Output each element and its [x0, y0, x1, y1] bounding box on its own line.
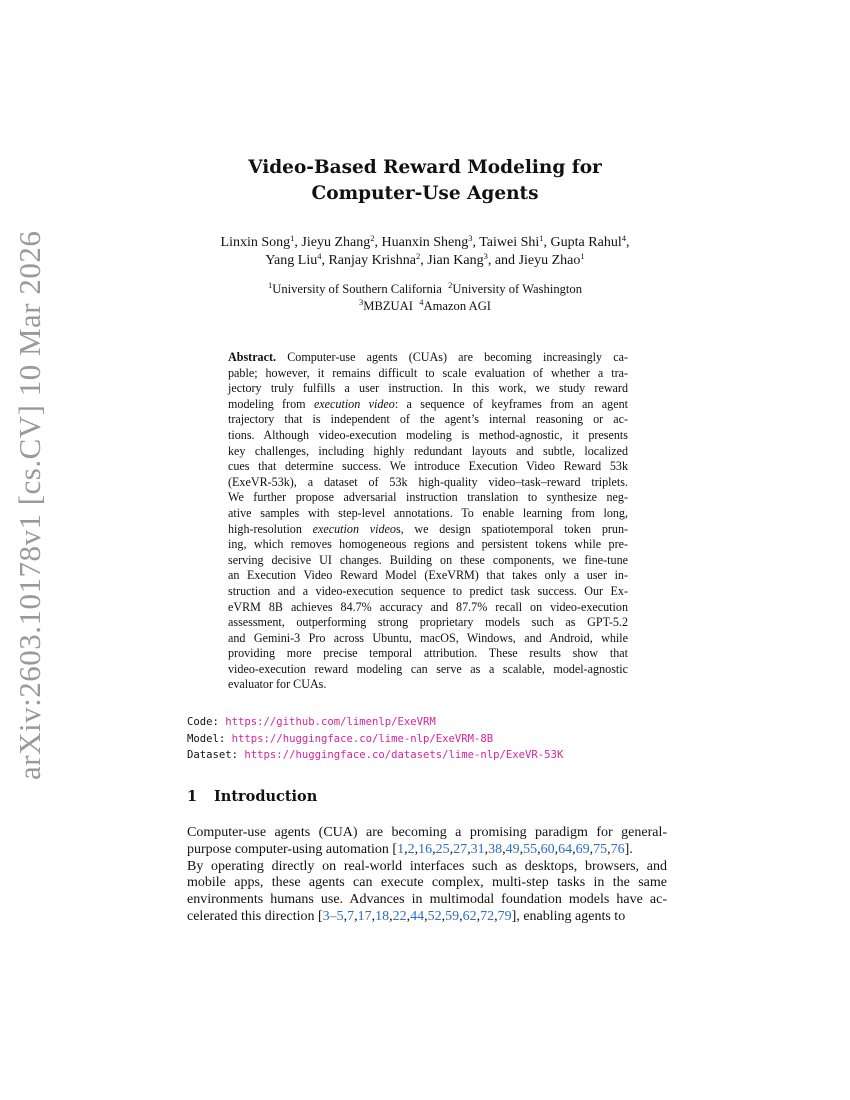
citation-link[interactable]: 18	[375, 908, 390, 924]
intro-paragraph	[187, 825, 667, 926]
author-name: Jian Kang	[427, 253, 484, 268]
arxiv-identifier: arXiv:2603.10178v1 [cs.CV] 10 Mar 2026	[12, 230, 47, 780]
resource-links	[187, 714, 563, 764]
citation-link[interactable]: 52	[427, 908, 442, 924]
affiliation-marker: 4	[621, 233, 626, 243]
citation-link[interactable]: 38	[488, 841, 503, 857]
author-name: Huanxin Sheng	[381, 235, 469, 250]
abstract-line: We further propose adversarial instruction translation to synthesize neg-	[228, 490, 628, 505]
author-name: Jieyu Zhao	[518, 253, 581, 268]
citation-link[interactable]: 64	[558, 841, 573, 857]
abstract-line: video-execution reward modeling can serve as a scalable, model-agnostic	[228, 661, 628, 676]
citation-link[interactable]: 49	[505, 841, 520, 857]
citation-link[interactable]: 55	[523, 841, 538, 857]
abstract-line: assessment, outperforming strong proprietary models such as GPT-5.2	[228, 615, 628, 630]
citation-link[interactable]: 3–5	[322, 908, 344, 924]
affiliation-marker: 1	[290, 233, 295, 243]
abstract-line: trajectory that is independent of the agent’s internal reasoning or ac-	[228, 412, 628, 427]
link-label: Code:	[187, 716, 219, 728]
citation-link[interactable]: 27	[453, 841, 468, 857]
citation-link[interactable]: 75	[593, 841, 608, 857]
citation-link[interactable]: 31	[470, 841, 485, 857]
abstract-line: key challenges, including highly redundant layouts and subtle, localized	[228, 443, 628, 458]
author-name: Yang Liu	[265, 253, 318, 268]
abstract-line: eVRM 8B achieves 84.7% accuracy and 87.7% recall on video-execution	[228, 599, 628, 614]
abstract	[228, 350, 628, 693]
link-row	[187, 747, 563, 764]
citation-link[interactable]: 1	[397, 841, 405, 857]
link-url[interactable]: https://huggingface.co/datasets/lime-nlp/ExeVR-53K	[244, 749, 564, 761]
affiliation-marker: 2	[448, 280, 453, 290]
emphasis: execution video	[313, 396, 395, 411]
abstract-line: tions. Although video-execution modeling is method-agnostic, it presents	[228, 427, 628, 442]
intro-line: celerated this direction [3–5,7,17,18,22,44,52,59,62,72,79], enabling agents to	[187, 908, 626, 924]
affiliation-name: Amazon AGI	[423, 299, 491, 313]
affiliation-marker: 3	[483, 251, 488, 261]
abstract-line: cues that determine success. We introduce Execution Video Reward 53k	[228, 459, 628, 474]
affiliation-marker: 1	[267, 280, 273, 290]
link-label: Dataset:	[187, 749, 239, 761]
section-title: Introduction	[214, 788, 318, 805]
author-list	[0, 234, 850, 270]
link-row	[187, 714, 563, 731]
citation-link[interactable]: 16	[418, 841, 433, 857]
citation-link[interactable]: 7	[347, 908, 355, 924]
author-name: Jieyu Zhang	[301, 235, 371, 250]
abstract-line: pable; however, it remains difficult to scale evaluation of whether a tra-	[228, 365, 628, 380]
intro-line: purpose computer-using automation [1,2,16,25,27,31,38,49,55,60,64,69,75,76].	[187, 841, 633, 857]
citation-link[interactable]: 17	[357, 908, 372, 924]
link-row	[187, 731, 563, 748]
paper-title	[0, 155, 850, 207]
citation-link[interactable]: 69	[575, 841, 590, 857]
citation-link[interactable]: 60	[540, 841, 555, 857]
affiliation-marker: 3	[359, 297, 364, 307]
citation-link[interactable]: 59	[445, 908, 460, 924]
abstract-line: struction and a video-execution sequence to predict task success. Our Ex-	[228, 583, 628, 598]
link-label: Model:	[187, 732, 226, 745]
intro-line: By operating directly on real-world interfaces such as desktops, browsers, and	[187, 858, 667, 874]
abstract-line: (ExeVR-53k), a dataset of 53k high-quality video–task–reward triplets.	[228, 474, 628, 489]
affiliation-line-1	[0, 281, 850, 298]
citation-link[interactable]: 72	[480, 908, 495, 924]
abstract-label: Abstract.	[228, 350, 277, 364]
abstract-text: Computer-use agents (CUAs) are becoming increasingly ca-	[287, 350, 628, 364]
author-name: Gupta Rahul	[550, 235, 622, 250]
author-line-1: Linxin Song$^1$, Jieyu Zhang$^2$, Huanxin Sheng$^3$, Taiwei Shi$^1$, Gupta Rahul$^4$,	[220, 233, 630, 250]
intro-line: Computer-use agents (CUA) are becoming a promising paradigm for general-	[187, 825, 667, 840]
affiliation-marker: 2	[370, 233, 375, 243]
citation-group: 3–5,7,17,18,22,44,52,59,62,72,79	[322, 908, 512, 924]
abstract-line: modeling from execution video: a sequence of keyframes from an agent	[228, 396, 628, 411]
abstract-line: ative samples with step-level annotations. To enable learning from long,	[228, 505, 628, 520]
author-name: Taiwei Shi	[479, 235, 540, 250]
section-heading	[187, 788, 317, 805]
abstract-line: ing, which removes homogeneous regions and persistent tokens while pre-	[228, 537, 628, 552]
link-url[interactable]: https://github.com/limenlp/ExeVRM	[225, 716, 436, 728]
emphasis: execution video	[312, 521, 396, 536]
intro-line: environments humans use. Advances in multimodal foundation models have ac-	[187, 892, 667, 908]
abstract-line: evaluator for CUAs.	[228, 677, 327, 692]
abstract-line: and Gemini-3 Pro across Ubuntu, macOS, Windows, and Android, while	[228, 630, 628, 645]
citation-link[interactable]: 22	[392, 908, 407, 924]
affiliation-name: University of Southern California	[272, 282, 442, 296]
affiliation-marker: 3	[468, 233, 473, 243]
affiliation-marker: 1	[580, 251, 585, 261]
affiliation-marker: 2	[415, 251, 421, 261]
abstract-line: high-resolution execution videos, we design spatiotemporal token prun-	[228, 521, 629, 536]
citation-group: 1,2,16,25,27,31,38,49,55,60,64,69,75,76	[397, 841, 625, 857]
abstract-line	[228, 350, 628, 366]
affiliations	[0, 281, 850, 315]
citation-link[interactable]: 76	[610, 841, 625, 857]
citation-link[interactable]: 2	[407, 841, 415, 857]
citation-link[interactable]: 25	[435, 841, 450, 857]
intro-line: mobile apps, these agents can execute complex, multi-step tasks in the same	[187, 875, 667, 891]
author-name: Ranjay Krishna	[328, 253, 416, 268]
affiliation-name: University of Washington	[452, 282, 582, 296]
title-line-1: Video-Based Reward Modeling for	[248, 157, 602, 178]
link-url[interactable]: https://huggingface.co/lime-nlp/ExeVRM-8B	[231, 732, 494, 745]
abstract-line: jectory truly fulfills a user instruction. In this work, we study reward	[228, 381, 628, 396]
author-name: Linxin Song	[220, 235, 291, 250]
affiliation-marker: 4	[419, 297, 424, 307]
abstract-line: serving decisive UI changes. Building on these components, we fine-tune	[228, 552, 628, 567]
citation-link[interactable]: 79	[497, 908, 512, 924]
affiliation-line-2	[0, 298, 850, 315]
abstract-line: an Execution Video Reward Model (ExeVRM) that takes only a user in-	[228, 568, 628, 583]
abstract-line: providing more precise temporal attribution. These results show that	[228, 646, 628, 661]
section-number: 1	[187, 788, 198, 805]
author-line-2: Yang Liu$^4$, Ranjay Krishna$^2$, Jian Kang$^3$, and Jieyu Zhao$^1$	[265, 251, 585, 268]
affiliation-marker: 1	[539, 233, 544, 243]
affiliation-name: MBZUAI	[363, 299, 413, 313]
citation-link[interactable]: 44	[410, 908, 425, 924]
title-line-2: Computer-Use Agents	[311, 183, 539, 204]
affiliation-marker: 4	[317, 251, 322, 261]
citation-link[interactable]: 62	[462, 908, 477, 924]
